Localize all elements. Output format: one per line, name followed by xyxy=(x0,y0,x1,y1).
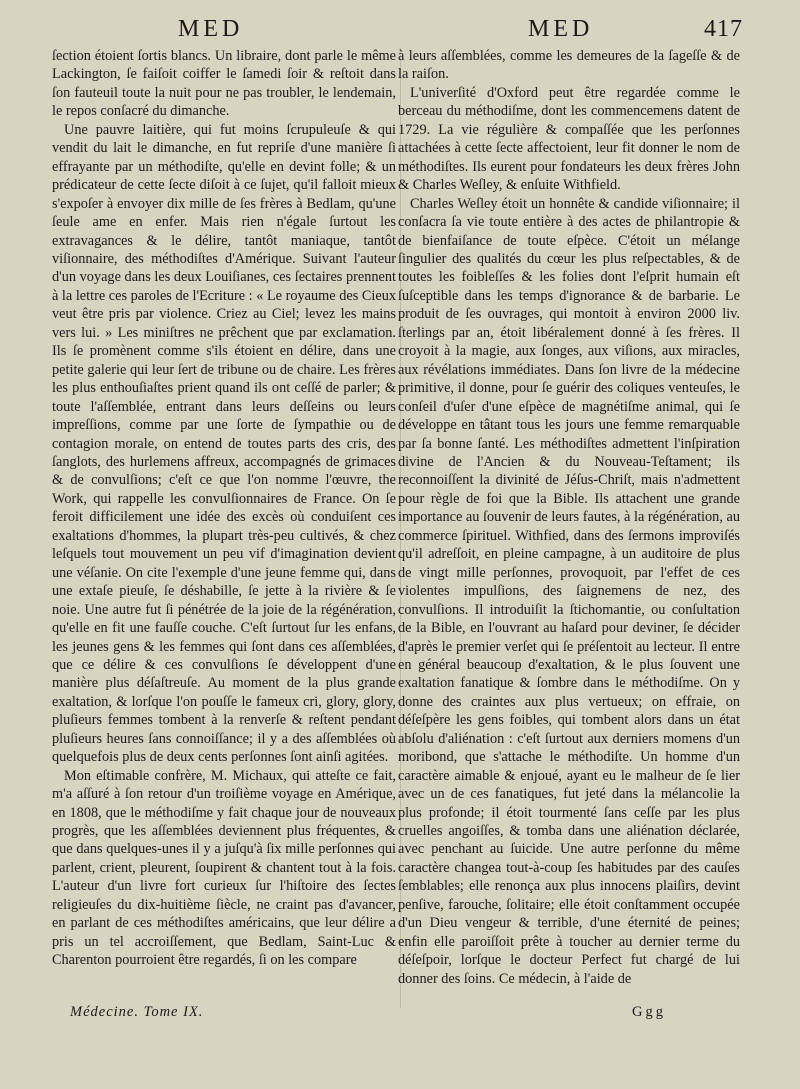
running-header xyxy=(0,14,800,44)
header-right: MED xyxy=(528,16,594,42)
page-footer xyxy=(0,1004,800,1026)
header-left: MED xyxy=(178,16,244,42)
footer-signature: Ggg xyxy=(632,1004,666,1020)
left-paragraph-1: ſection étoient ſortis blancs. Un libraire, dont parle le même Lackington, ſe faiſoit coiffer le ſamedi ſoir & reſtoit dans ſon fauteuil toute la nuit pour ne pas troubler, le lendemain, le repos conſacré du dimanche. xyxy=(52,48,396,120)
left-paragraph-2: Une pauvre laitière, qui fut moins ſcrupuleuſe & qui vendit du lait le dimanche, en fut repriſe d'une manière ſi effrayante par un méthodiſte, qu'elle en devint folle; & un prédicateur de cette ſecte diſoit à ce ſujet, qu'il falloit mieux s'expoſer à envoyer dix mille de ſes frères à Bedlam, qu'une ſeule ame en enfer. Mais rien n'égale ſurtout les extravagances & le délire, tantôt maniaque, tantôt viſionnaire, des méthodiſtes d'Amérique. Suivant l'auteur d'un voyage dans les deux Louiſianes, ces ſectaires prennent à la lettre ces paroles de l'Ecriture : « Le royaume des Cieux veut être pris par violence. Criez au Ciel; levez les mains vers lui. » Les miniſtres ne prêchent que par exclamation. Ils ſe promènent comme s'ils étoient en délire, dans une petite galerie qui leur ſert de tribune ou de chaire. Les frères les plus enthouſiaſtes prient quand ils ont ceſſé de parler; & toute l'aſſemblée, entrant dans leurs deſſeins ou leurs impreſſions, comme par une ſorte de ſympathie ou de contagion morale, on entend de toutes parts des cris, des ſanglots, des hurlemens affreux, accompagnés de grimaces & de convulſions; c'eſt ce que l'on nomme l'œuvre, the Work, qui rappelle les convulſionnaires de France. On ſe feroit difficilement une idée des excès où conduiſent ces exaltations d'hommes, la plupart très-peu cultivés, & chez leſquels tout mouvement un peu vif d'imagination devient une véſanie. On cite l'exemple d'une jeune femme qui, dans une extaſe pieuſe, ſe déshabille, ſe jette à la rivière & ſe noie. Une autre fut ſi pénétrée de la joie de la régénération, qu'elle en fit une fauſſe couche. C'eſt ſurtout ſur les enfans, les jeunes gens & les femmes qui ſont dans ces aſſemblées, que ce délire & ces convulſions ſe développent d'une manière plus déſaſtreuſe. Au moment de la plus grande exaltation, & lorſque l'on pouſſe le fameux cri, glory, glory, pluſieurs femmes tombent à la renverſe & reſtent pendant pluſieurs heures ſans connoiſſance; il y a des aſſemblées où quelquefois plus de deux cents perſonnes ſont ainſi agitées. xyxy=(52,121,396,766)
footer-volume: Médecine. Tome IX. xyxy=(70,1004,204,1020)
right-paragraph-3: Charles Weſley étoit un honnête & candide viſionnaire; il conſacra ſa vie toute entière à des actes de philantropie & de bienfaiſance de toute eſpèce. C'étoit un mélange ſingulier des qualités du cœur les plus reſpectables, & de toutes les foibleſſes & les folies dont l'eſprit humain eſt ſuſceptible dans les temps d'ignorance & de barbarie. Le produit de ſes ouvrages, qui montoit à environ 2000 liv. ſterlings par an, étoit libéralement donné à ſes frères. Il croyoit à la magie, aux ſonges, aux viſions, aux miracles, aux révélations immédiates. Dans ſon livre de la médecine primitive, il donne, pour ſe guérir des coliques venteuſes, le conſeil d'uſer d'une eſpèce de magnétiſme animal, qui ſe développe en tâtant tous les jours une femme remarquable par ſa bonne ſanté. Les méthodiſtes admettent l'inſpiration divine de l'Ancien & du Nouveau-Teſtament; ils reconnoiſſent la divinité de Jéſus-Chriſt, mais n'admettent pour règle de foi que la Bible. Ils attachent une grande importance au ſouvenir de leurs fautes, à la régénération, au commerce ſpirituel. Withfied, dans des ſermons improviſés qu'il adreſſoit, en pleine campagne, à un auditoire de plus de vingt mille perſonnes, provoquoit, par l'effet de ces violentes impulſions, des ſaignemens de nez, des convulſions. Il introduiſit la ſtichomantie, ou conſultation de la Bible, en l'ouvrant au haſard pour deviner, ſe décider d'après le premier verſet qui ſe préſentoit au lecteur. Il entre en général beaucoup d'exaltation, & le plus ſouvent une exaltation fanatique & ſombre dans le méthodiſme. On y donne des craintes aux plus vertueux; on effraie, on déſeſpère les gens foibles, qui tombent alors dans un état abſolu d'aliénation : c'eſt ſurtout aux derniers momens d'un moribond, que s'attache le méthodiſte. Un homme d'un caractère aimable & enjoué, ayant eu le malheur de ſe lier avec un de ces fanatiques, fut jeté dans la mélancolie la plus profonde; il étoit tourmenté ſans ceſſe par les plus cruelles angoiſſes, & tomba dans une aliénation déclarée, avec penchant au ſuicide. Une autre perſonne du même caractère changea tout-à-coup ſes habitudes par des cauſes ſemblables; elle renonça aux plus innocens plaiſirs, devint penſive, farouche, ſolitaire; elle étoit conſtamment occupée d'un Dieu vengeur & terrible, d'une éternité de peines; enfin elle paroiſſoit prête à toucher au dernier terme du déſeſpoir, lorſque le docteur Perfect fut chargé de lui donner des ſoins. Ce médecin, à l'aide de xyxy=(398,195,740,987)
right-paragraph-2: L'univerſité d'Oxford peut être regardée comme le berceau du méthodiſme, dont les commencemens datent de 1729. La vie régulière & compaſſée que les perſonnes attachées à cette ſecte affectoient, leur fit donner le nom de méthodiſtes. Ils eurent pour fondateurs les deux frères John & Charles Weſley, & enſuite Withfield. xyxy=(398,84,740,194)
right-paragraph-1: à leurs aſſemblées, comme les demeures de la ſageſſe & de la raiſon. xyxy=(398,48,740,83)
right-column xyxy=(398,47,740,988)
page-number: 417 xyxy=(704,16,743,42)
left-paragraph-3: Mon eſtimable confrère, M. Michaux, qui atteſte ce fait, m'a aſſuré à ſon retour d'un troiſième voyage en Amérique, en 1808, que le méthodiſme y fait chaque jour de nouveaux progrès, que les aſſemblées deviennent plus fréquentes, & que dans quelques-unes il y a juſqu'à ſix mille perſonnes qui parlent, crient, pleurent, ſoupirent & chantent tout à la fois. L'auteur d'un livre fort curieux ſur l'hiſtoire des ſectes religieuſes du dix-huitième ſiècle, ne craint pas d'avancer, en parlant de ces méthodiſtes américains, que leur délire a pris un tel accroiſſement, que Bedlam, Saint-Luc & Charenton pourroient être regardés, ſi on les compare xyxy=(52,767,396,969)
left-column xyxy=(52,47,396,970)
